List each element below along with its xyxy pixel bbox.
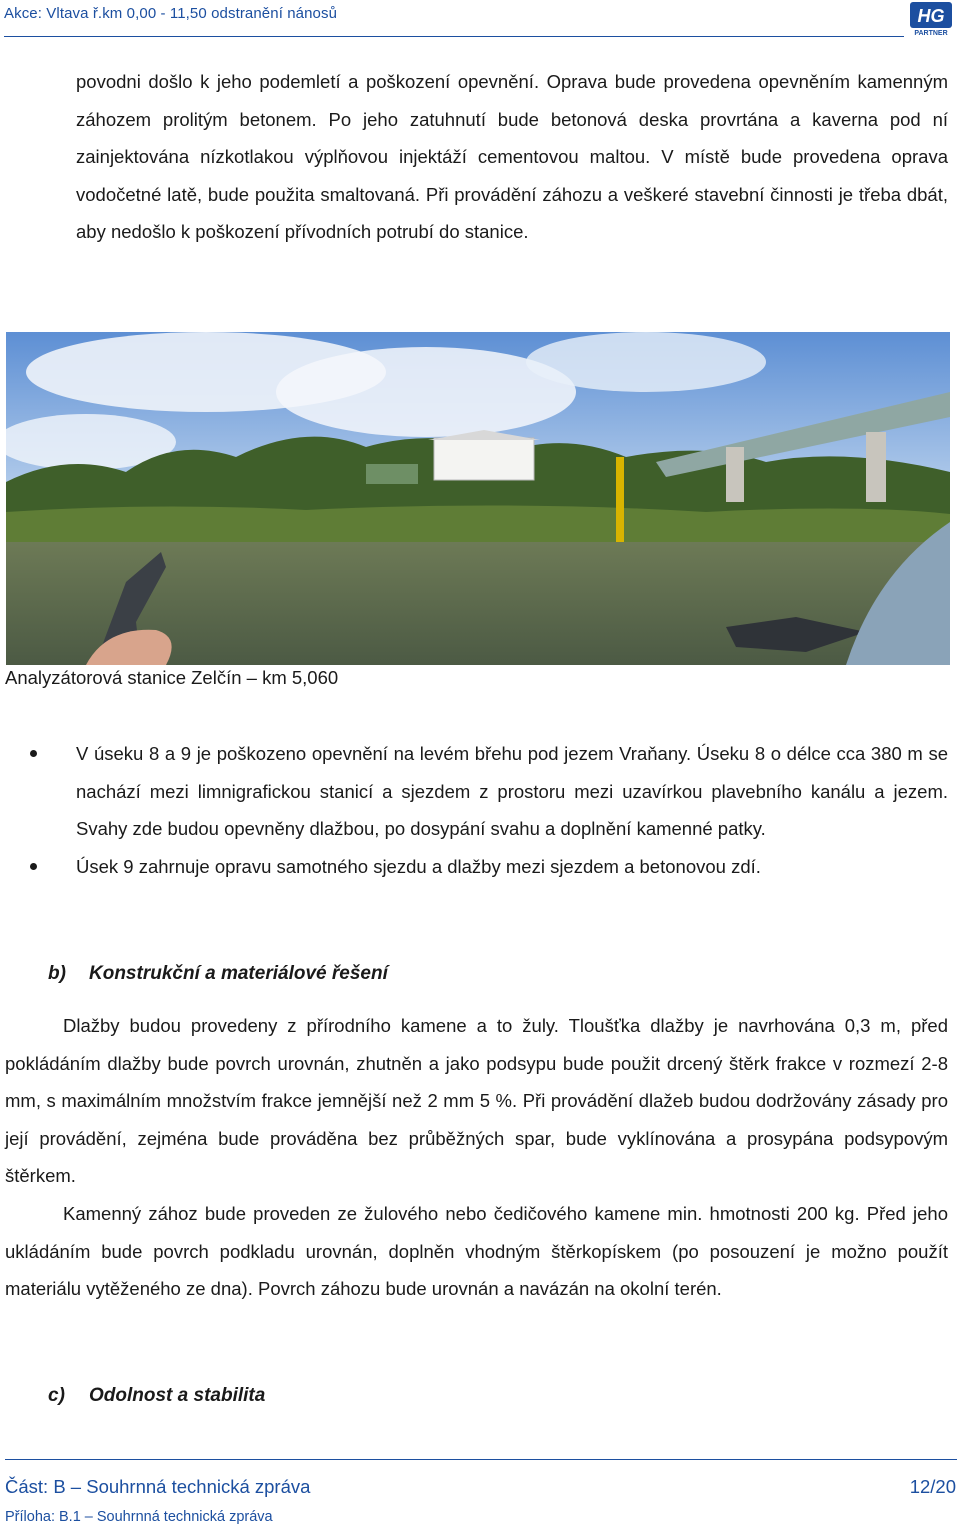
section-b-heading	[48, 963, 388, 985]
footer-attachment: Příloha: B.1 – Souhrnná technická zpráva	[5, 1509, 273, 1525]
list-item-text: V úseku 8 a 9 je poškozeno opevnění na levém břehu pod jezem Vraňany. Úseku 8 o délce cca 380 m se nachází mezi limnigrafickou stanicí a sjezdem z prostoru mezi uzavírkou plavebního kanálu a jezem. Svahy zde budou opevněny dlažbou, po dosypání svahu a doplnění kamenné patky.	[76, 743, 948, 840]
bullet-icon	[30, 750, 37, 757]
list-item	[4, 848, 948, 886]
bridge-pillar	[726, 447, 744, 502]
section-b-paragraph-1: Dlažby budou provedeny z přírodního kamene a to žuly. Tloušťka dlažby je navrhována 0,3 m, před pokládáním dlažby bude povrch urovnán, zhutněn a jako podsypu bude použit drcený štěrk frakce v rozmezí 2-8 mm, s maximálním množstvím frakce jemnější než 2 mm 5 %. Při provádění dlažeb budou dodržovány zásady pro její provádění, zejména bude prováděna bez průběžných spar, bude vyklínována a prosypána podsypovým štěrkem.	[5, 1015, 948, 1187]
bullet-list	[4, 735, 948, 885]
logo-mark: HG	[917, 6, 945, 26]
section-title: Konstrukční a materiálové řešení	[89, 963, 388, 984]
station-building	[434, 438, 534, 480]
logo-caption: PARTNER	[914, 30, 948, 36]
section-b-paragraph-2: Kamenný zához bude proveden ze žulového nebo čedičového kamene min. hmotnosti 200 kg. Před jeho ukládáním bude povrch podkladu urovnán, doplněn vhodným štěrkopískem (po posouzení je možno použít materiálu vytěženého ze dna). Povrch záhozu bude urovnán a navázán na okolní terén.	[5, 1203, 948, 1300]
photo-caption: Analyzátorová stanice Zelčín – km 5,060	[5, 667, 339, 688]
bridge-pillar	[866, 432, 886, 502]
section-letter: c)	[48, 1385, 65, 1406]
section-title: Odolnost a stabilita	[89, 1385, 266, 1406]
green-shed	[366, 464, 418, 484]
company-logo	[910, 2, 952, 36]
header-rule	[4, 36, 904, 37]
bullet-icon	[30, 863, 37, 870]
header-title: Akce: Vltava ř.km 0,00 - 11,50 odstranění nánosů	[4, 5, 338, 22]
footer-rule	[5, 1459, 957, 1460]
section-c-heading	[48, 1385, 265, 1407]
photo-illustration	[6, 332, 950, 665]
list-item-text: Úsek 9 zahrnuje opravu samotného sjezdu a dlažby mezi sjezdem a betonovou zdí.	[76, 855, 761, 877]
page-header	[0, 0, 960, 38]
list-item	[4, 735, 948, 848]
analyzer-station-photo	[6, 332, 950, 665]
cloud	[526, 332, 766, 392]
water-gauge	[616, 457, 624, 552]
intro-paragraph: povodni došlo k jeho podemletí a poškození opevnění. Oprava bude provedena opevněním kamenným záhozem prolitým betonem. Po jeho zatuhnutí bude betonová deska provrtána a kaverna pod ní zainjektována nízkotlakou výplňovou injektáží cementovou maltou. V místě bude provedena oprava vodočetné latě, bude použita smaltovaná. Při provádění záhozu a veškeré stavební činnosti je třeba dbát, aby nedošlo k poškození přívodních potrubí do stanice.	[76, 71, 948, 243]
footer-part-title: Část: B – Souhrnná technická zpráva	[5, 1476, 311, 1497]
section-letter: b)	[48, 963, 66, 984]
page-number: 12/20	[909, 1476, 956, 1497]
